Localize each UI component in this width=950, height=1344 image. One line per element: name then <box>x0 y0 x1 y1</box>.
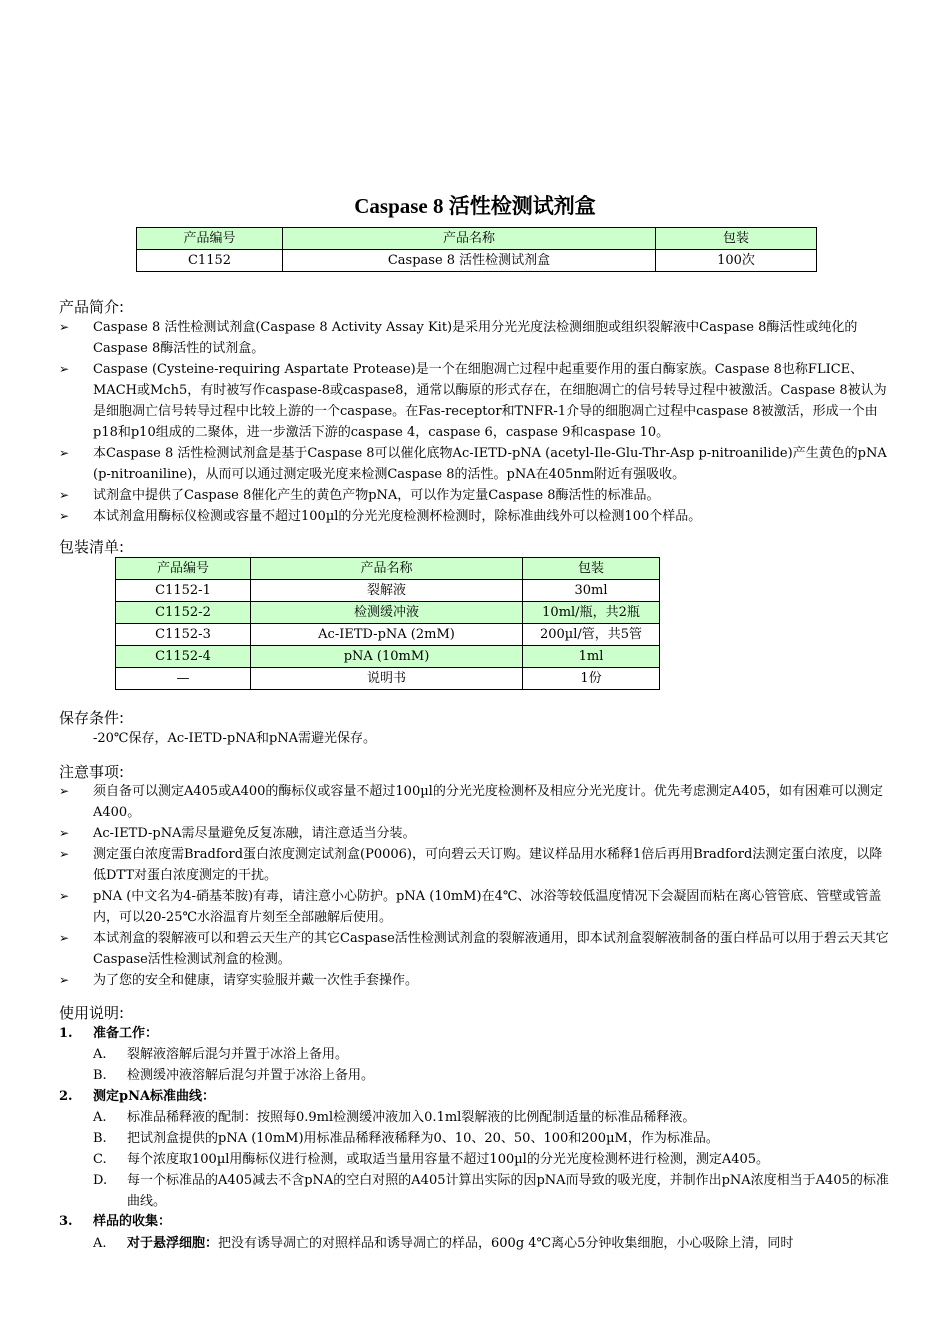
arrow-bullet-icon: ➢ <box>59 488 70 502</box>
table-cell: C1152-1 <box>116 580 251 602</box>
intro-list <box>59 317 894 527</box>
header-cell: 包装 <box>656 228 817 250</box>
table-cell: 10ml/瓶，共2瓶 <box>523 602 660 624</box>
header-cell: 产品编号 <box>116 558 251 580</box>
list-item: ➢ 试剂盒中提供了Caspase 8催化产生的黄色产物pNA，可以作为定量Caspase 8酶活性的标准品。 <box>59 485 894 506</box>
list-item: ➢ Ac-IETD-pNA需尽量避免反复冻融，请注意适当分装。 <box>59 823 894 844</box>
table-cell: C1152 <box>137 250 283 272</box>
packing-table-header <box>116 558 660 580</box>
header-cell: 产品名称 <box>283 228 656 250</box>
list-item: ➢ 本Caspase 8 活性检测试剂盒是基于Caspase 8可以催化底物Ac-IETD-pNA (acetyl-Ile-Glu-Thr-Asp p-nitroanilide)产生黄色的pNA (p-nitroaniline)，从而可以通过测定吸光度来检测Caspase 8的活性。pNA在405nm附近有强吸收。 <box>59 443 894 485</box>
product-table <box>136 227 817 272</box>
table-cell: — <box>116 668 251 690</box>
packing-table <box>115 557 660 690</box>
step-heading: 3. 样品的收集： <box>59 1214 172 1229</box>
header-cell: 包装 <box>523 558 660 580</box>
arrow-bullet-icon: ➢ <box>59 973 70 987</box>
step-items <box>93 1233 893 1254</box>
list-item: A. 标准品稀释液的配制：按照每0.9ml检测缓冲液加入0.1ml裂解液的比例配制适量的标准品稀释液。 <box>93 1110 696 1125</box>
step-items <box>93 1107 893 1212</box>
list-item: ➢ 本试剂盒用酶标仪检测或容量不超过100µl的分光光度检测杯检测时，除标准曲线外可以检测100个样品。 <box>59 506 894 527</box>
table-cell: 30ml <box>523 580 660 602</box>
storage-text: -20℃保存，Ac-IETD-pNA和pNA需避光保存。 <box>93 731 377 746</box>
step-items <box>93 1044 893 1086</box>
table-cell: C1152-2 <box>116 602 251 624</box>
list-item: C. 每个浓度取100µl用酶标仪进行检测，或取适当量用容量不超过100µl的分光光度检测杯进行检测，测定A405。 <box>93 1152 770 1167</box>
table-cell: Caspase 8 活性检测试剂盒 <box>283 250 656 272</box>
list-item: ➢ pNA (中文名为4-硝基苯胺)有毒，请注意小心防护。pNA (10mM)在4℃、冰浴等较低温度情况下会凝固而粘在离心管管底、管壁或管盖内，可以20-25℃水浴温育片刻至全部融解后使用。 <box>59 886 894 928</box>
arrow-bullet-icon: ➢ <box>59 889 70 903</box>
arrow-bullet-icon: ➢ <box>59 509 70 523</box>
table-row <box>116 580 660 602</box>
packing-heading: 包装清单: <box>59 538 125 556</box>
table-row <box>116 668 660 690</box>
notes-heading: 注意事项: <box>59 763 125 781</box>
list-item: ➢ Caspase (Cysteine-requiring Aspartate Protease)是一个在细胞凋亡过程中起重要作用的蛋白酶家族。Caspase 8也称FLICE、MACH或Mch5，有时被写作caspase-8或caspase8，通常以酶原的形式存在，在细胞凋亡的信号转导过程中被激活。Caspase 8被认为是细胞凋亡信号转导过程中比较上游的一个caspase。在Fas-receptor和TNFR-1介导的细胞凋亡过程中caspase 8被激活，形成一个由p18和p10组成的二聚体，进一步激活下游的caspase 4，caspase 6，caspase 9和caspase 10。 <box>59 359 894 443</box>
list-item: A. 对于悬浮细胞：把没有诱导凋亡的对照样品和诱导凋亡的样品，600g 4℃离心5分钟收集细胞，小心吸除上清，同时 <box>93 1236 794 1251</box>
table-row <box>116 602 660 624</box>
table-cell: 100次 <box>656 250 817 272</box>
usage-heading: 使用说明: <box>59 1004 125 1022</box>
table-cell: C1152-4 <box>116 646 251 668</box>
table-cell: Ac-IETD-pNA (2mM) <box>251 624 523 646</box>
step-heading: 1. 准备工作： <box>59 1026 159 1041</box>
list-item: ➢ 须自备可以测定A405或A400的酶标仪或容量不超过100µl的分光光度检测杯及相应分光光度计。优先考虑测定A405，如有困难可以测定A400。 <box>59 781 894 823</box>
arrow-bullet-icon: ➢ <box>59 847 70 861</box>
table-cell: C1152-3 <box>116 624 251 646</box>
intro-heading: 产品简介: <box>59 298 125 316</box>
arrow-bullet-icon: ➢ <box>59 784 70 798</box>
list-item: ➢ 本试剂盒的裂解液可以和碧云天生产的其它Caspase活性检测试剂盒的裂解液通用，即本试剂盒裂解液制备的蛋白样品可以用于碧云天其它Caspase活性检测试剂盒的检测。 <box>59 928 894 970</box>
table-cell: 说明书 <box>251 668 523 690</box>
product-table-header <box>137 228 817 250</box>
header-cell: 产品名称 <box>251 558 523 580</box>
list-item: A. 裂解液溶解后混匀并置于冰浴上备用。 <box>93 1047 349 1062</box>
table-cell: 1份 <box>523 668 660 690</box>
list-item: B. 检测缓冲液溶解后混匀并置于冰浴上备用。 <box>93 1068 375 1083</box>
table-cell: pNA (10mM) <box>251 646 523 668</box>
list-item: ➢ Caspase 8 活性检测试剂盒(Caspase 8 Activity Assay Kit)是采用分光光度法检测细胞或组织裂解液中Caspase 8酶活性或纯化的Caspase 8酶活性的试剂盒。 <box>59 317 894 359</box>
header-cell: 产品编号 <box>137 228 283 250</box>
storage-heading: 保存条件: <box>59 709 125 727</box>
arrow-bullet-icon: ➢ <box>59 362 70 376</box>
table-row <box>116 624 660 646</box>
list-item: ➢ 测定蛋白浓度需Bradford蛋白浓度测定试剂盒(P0006)，可向碧云天订购。建议样品用水稀释1倍后再用Bradford法测定蛋白浓度，以降低DTT对蛋白浓度测定的干扰。 <box>59 844 894 886</box>
notes-list <box>59 781 894 991</box>
list-item: B. 把试剂盒提供的pNA (10mM)用标准品稀释液稀释为0、10、20、50、100和200µM，作为标准品。 <box>93 1131 719 1146</box>
arrow-bullet-icon: ➢ <box>59 826 70 840</box>
table-cell: 200µl/管，共5管 <box>523 624 660 646</box>
step-heading: 2. 测定pNA标准曲线： <box>59 1089 216 1104</box>
table-cell: 1ml <box>523 646 660 668</box>
table-row <box>116 646 660 668</box>
list-item: D. 每一个标准品的A405减去不含pNA的空白对照的A405计算出实际的因pNA而导致的吸光度，并制作出pNA浓度相当于A405的标准曲线。 <box>93 1173 889 1209</box>
document-title: Caspase 8 活性检测试剂盒 <box>354 194 596 218</box>
arrow-bullet-icon: ➢ <box>59 931 70 945</box>
table-cell: 检测缓冲液 <box>251 602 523 624</box>
list-item: ➢ 为了您的安全和健康，请穿实验服并戴一次性手套操作。 <box>59 970 894 991</box>
arrow-bullet-icon: ➢ <box>59 446 70 460</box>
arrow-bullet-icon: ➢ <box>59 320 70 334</box>
product-table-row <box>137 250 817 272</box>
table-cell: 裂解液 <box>251 580 523 602</box>
